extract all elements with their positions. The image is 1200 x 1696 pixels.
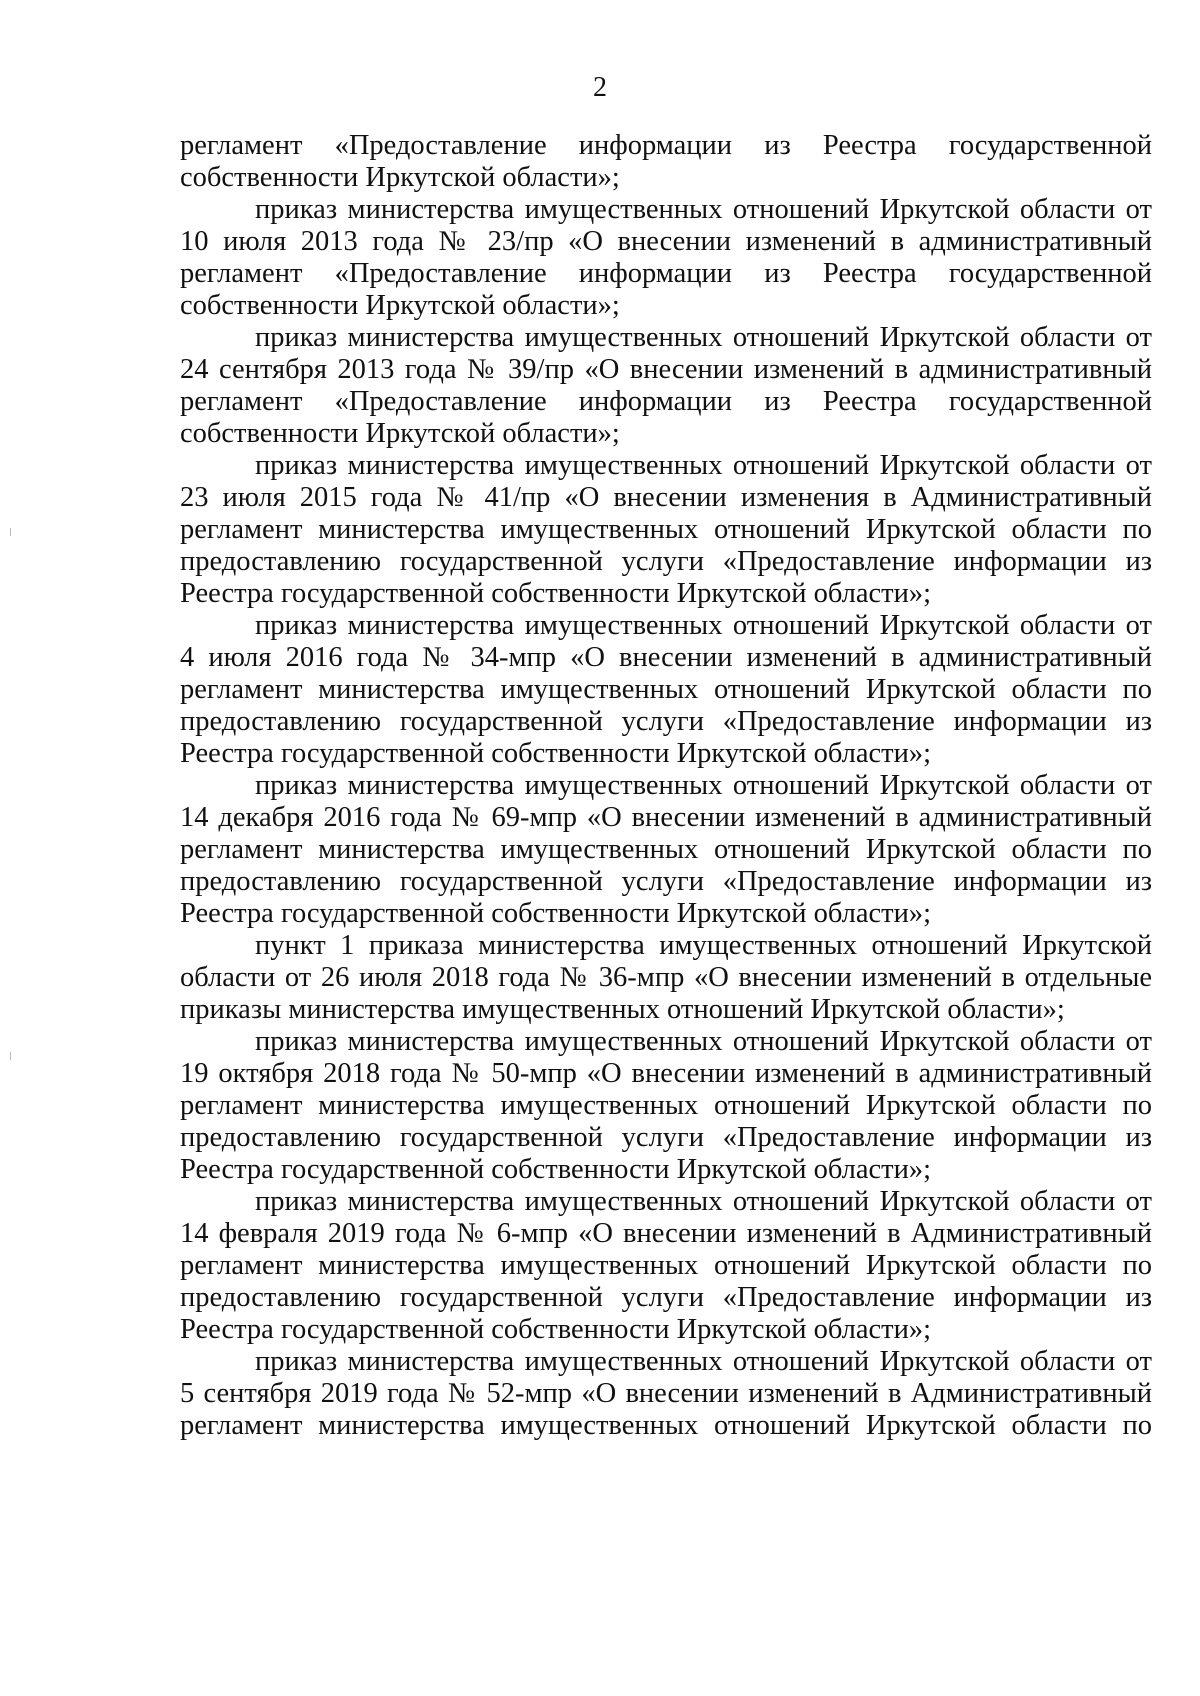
scan-artifact <box>10 528 11 536</box>
paragraph-continuation: регламент «Предоставление информации из Реестра государственной собственности Иркутской области»; <box>180 130 1152 193</box>
paragraph-order-2016-12-14: приказ министерства имущественных отношений Иркутской области от 14 декабря 2016 года № 69-мпр «О внесении изменений в административный регламент министерства имущественных отношений Иркутской области по предоставлению государственной услуги «Предоставление информации из Реестра государственной собственности Иркутской области»; <box>180 770 1152 929</box>
paragraph-order-2019-02-14: приказ министерства имущественных отношений Иркутской области от 14 февраля 2019 года № 6-мпр «О внесении изменений в Административный регламент министерства имущественных отношений Иркутской области по предоставлению государственной услуги «Предоставление информации из Реестра государственной собственности Иркутской области»; <box>180 1186 1152 1345</box>
document-body <box>180 130 1152 1442</box>
paragraph-order-2016-07-04: приказ министерства имущественных отношений Иркутской области от 4 июля 2016 года № 34-мпр «О внесении изменений в административный регламент министерства имущественных отношений Иркутской области по предоставлению государственной услуги «Предоставление информации из Реестра государственной собственности Иркутской области»; <box>180 610 1152 769</box>
paragraph-order-2013-07-10: приказ министерства имущественных отношений Иркутской области от 10 июля 2013 года № 23/пр «О внесении изменений в административный регламент «Предоставление информации из Реестра государственной собственности Иркутской области»; <box>180 194 1152 321</box>
paragraph-order-2018-07-26: пункт 1 приказа министерства имущественных отношений Иркутской области от 26 июля 2018 года № 36-мпр «О внесении изменений в отдельные приказы министерства имущественных отношений Иркутской области»; <box>180 930 1152 1025</box>
scan-artifact <box>10 1052 11 1060</box>
paragraph-order-2013-09-24: приказ министерства имущественных отношений Иркутской области от 24 сентября 2013 года № 39/пр «О внесении изменений в административный регламент «Предоставление информации из Реестра государственной собственности Иркутской области»; <box>180 322 1152 449</box>
paragraph-order-2015-07-23: приказ министерства имущественных отношений Иркутской области от 23 июля 2015 года № 41/пр «О внесении изменения в Административный регламент министерства имущественных отношений Иркутской области по предоставлению государственной услуги «Предоставление информации из Реестра государственной собственности Иркутской области»; <box>180 450 1152 609</box>
paragraph-order-2019-09-05: приказ министерства имущественных отношений Иркутской области от 5 сентября 2019 года № 52-мпр «О внесении изменений в Административный регламент министерства имущественных отношений Иркутской области по <box>180 1346 1152 1441</box>
paragraph-order-2018-10-19: приказ министерства имущественных отношений Иркутской области от 19 октября 2018 года № 50-мпр «О внесении изменений в административный регламент министерства имущественных отношений Иркутской области по предоставлению государственной услуги «Предоставление информации из Реестра государственной собственности Иркутской области»; <box>180 1026 1152 1185</box>
page-number: 2 <box>593 72 607 103</box>
